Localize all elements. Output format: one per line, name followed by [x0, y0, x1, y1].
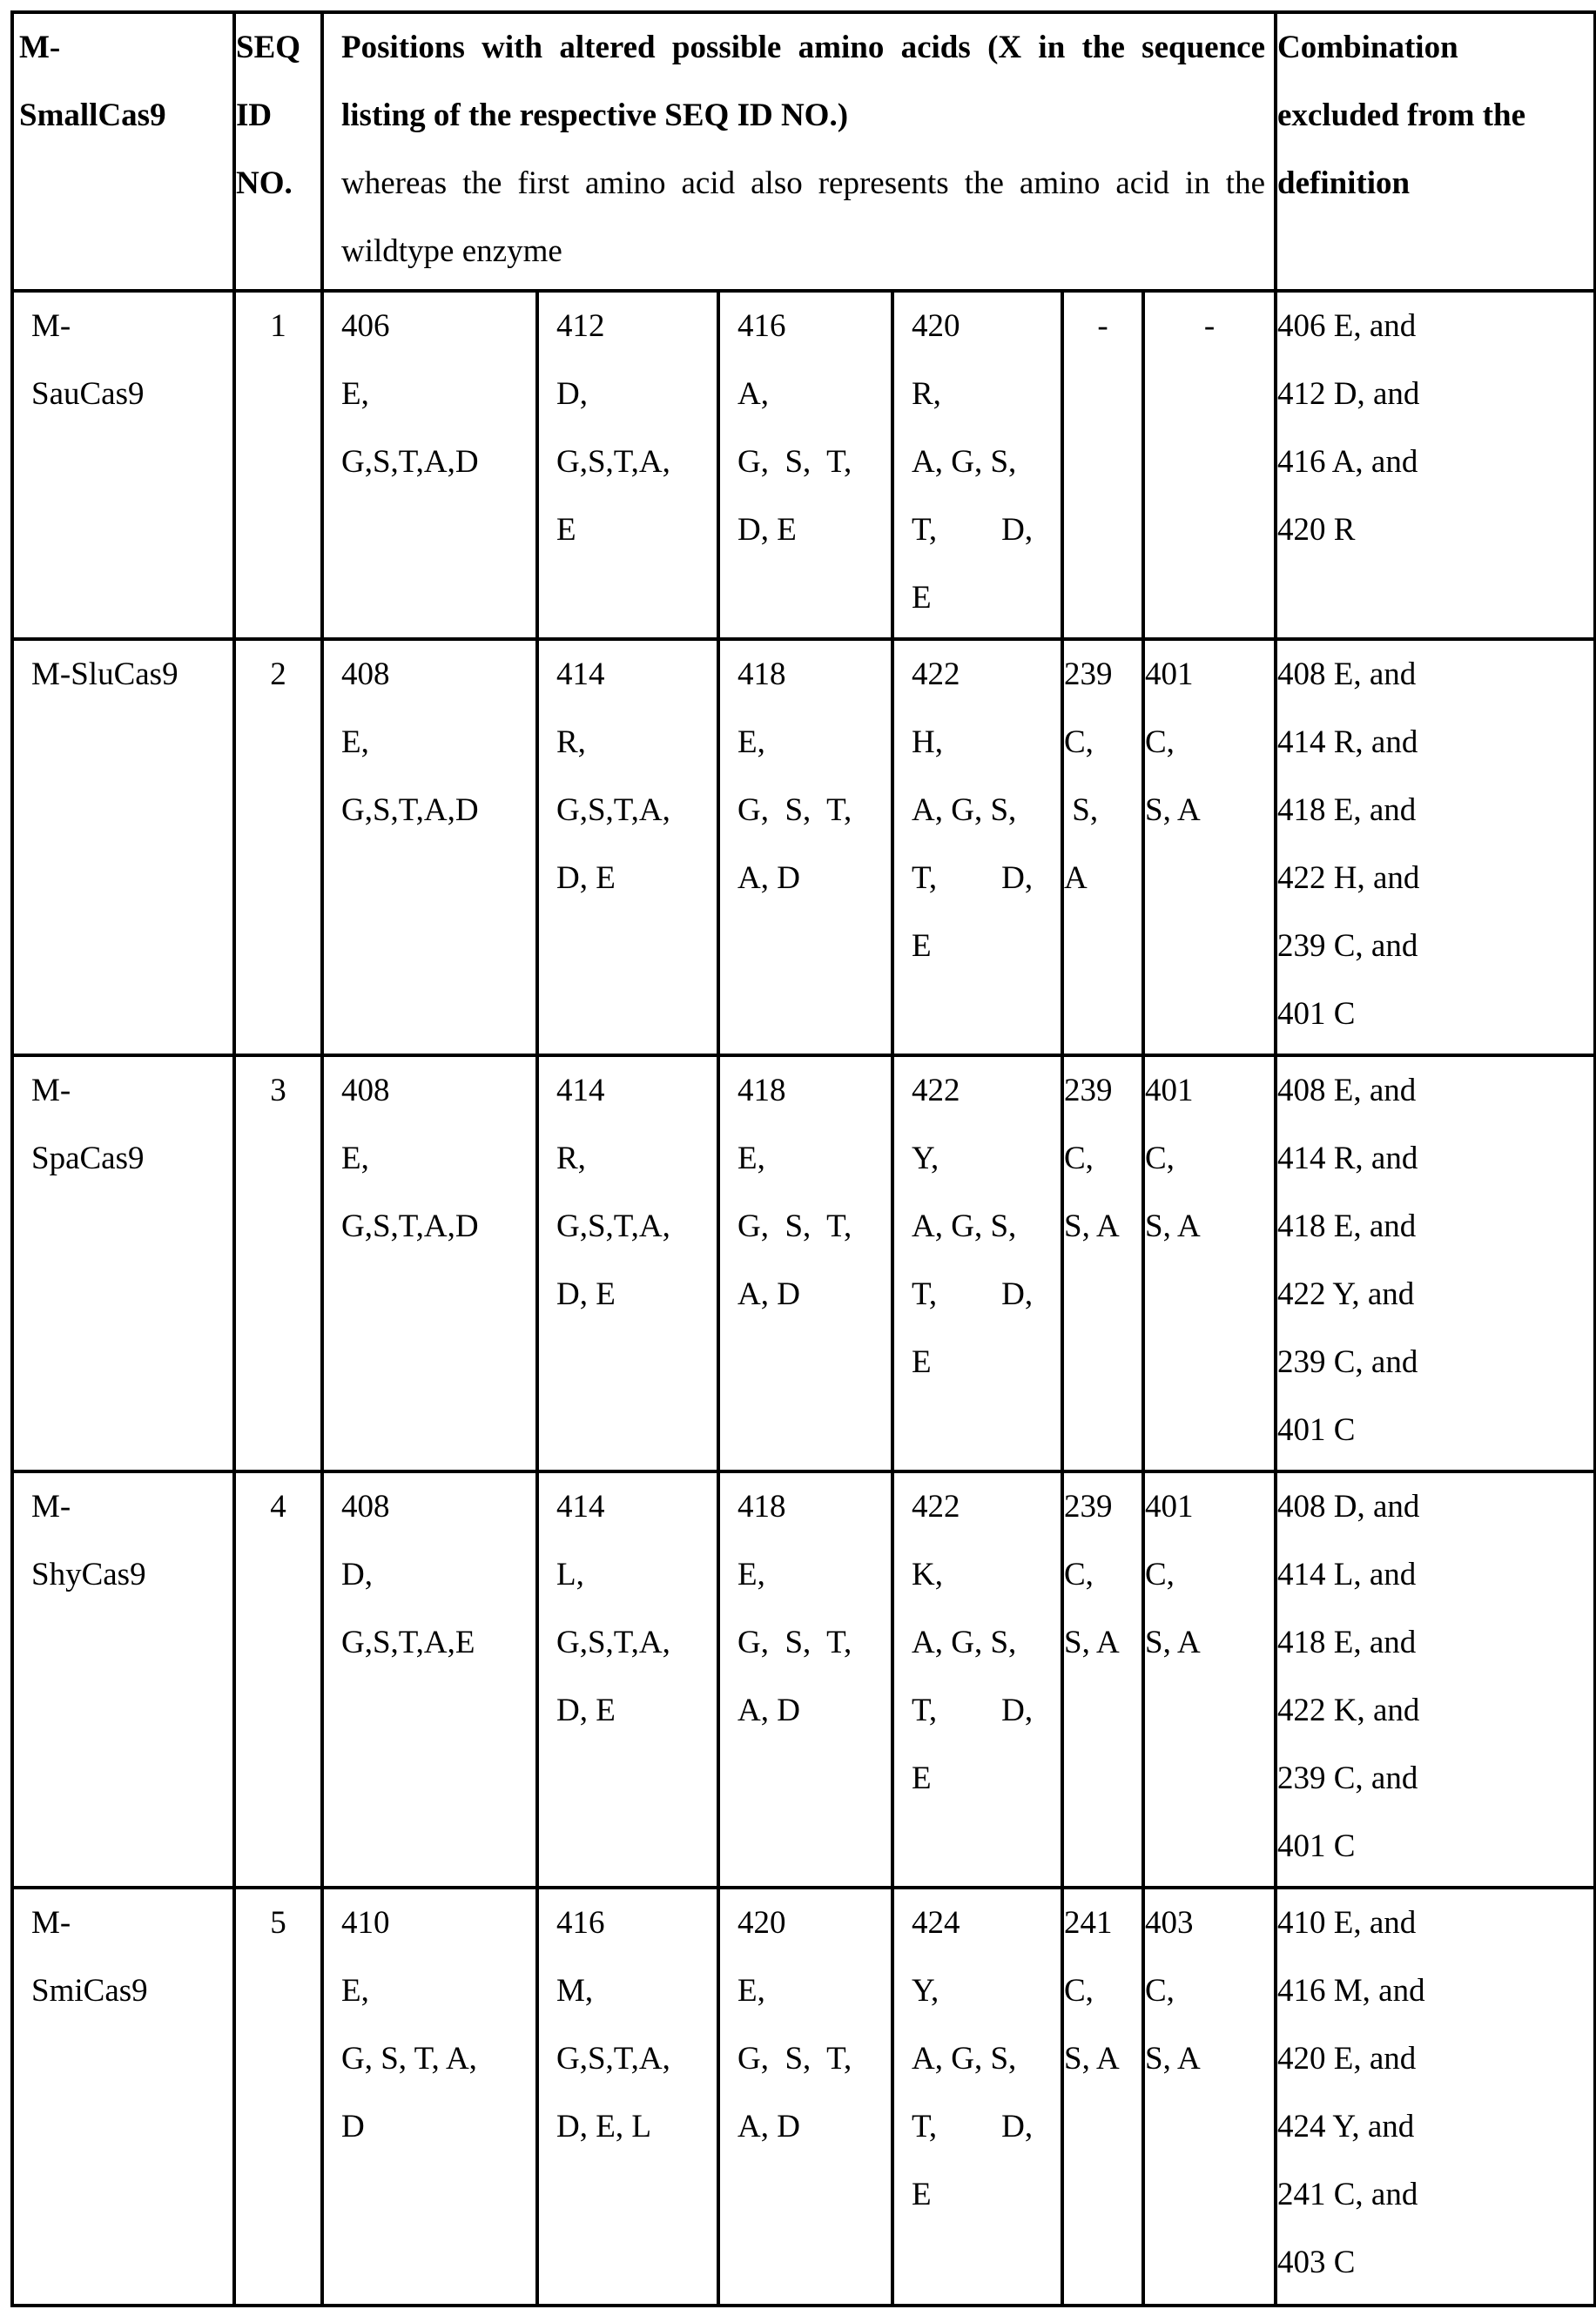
position-cell: 416 M, G,S,T,A, D, E, L — [537, 1888, 718, 2306]
position-cell: 241 C, S, A — [1062, 1888, 1143, 2306]
table-row — [12, 639, 1595, 1055]
header-enzyme: M- SmallCas9 — [12, 12, 234, 291]
position-cell-empty: - — [1143, 291, 1276, 639]
position-cell: 401 C, S, A — [1143, 1471, 1276, 1888]
seq-id-cell: 3 — [234, 1055, 322, 1471]
position-cell-empty: - — [1062, 291, 1143, 639]
enzyme-cell: M- SmiCas9 — [12, 1888, 234, 2306]
position-cell: 401 C, S, A — [1143, 639, 1276, 1055]
position-cell: 414 L, G,S,T,A, D, E — [537, 1471, 718, 1888]
excluded-combination-cell: 408 E, and 414 R, and 418 E, and 422 H, and 239 C, and 401 C — [1276, 639, 1595, 1055]
position-cell: 239 C, S, A — [1062, 639, 1143, 1055]
enzyme-cell: M- ShyCas9 — [12, 1471, 234, 1888]
position-cell: 403 C, S, A — [1143, 1888, 1276, 2306]
position-cell: 412 D, G,S,T,A, E — [537, 291, 718, 639]
position-cell: 406 E, G,S,T,A,D — [322, 291, 537, 639]
position-cell: 422 K, A, G, S, T, D, E — [892, 1471, 1062, 1888]
table-row — [12, 1471, 1595, 1888]
table-row — [12, 1888, 1595, 2306]
header-positions: Positions with altered possible amino acids (X in the sequence listing of the respective SEQ ID NO.) whereas the first amino acid also represents the amino acid in the wildtype enzyme — [322, 12, 1276, 291]
position-cell: 418 E, G, S, T, A, D — [718, 639, 892, 1055]
enzyme-cell: M-SluCas9 — [12, 639, 234, 1055]
header-seq-id: SEQ ID NO. — [234, 12, 322, 291]
table-row — [12, 1055, 1595, 1471]
table-row — [12, 291, 1595, 639]
excluded-combination-cell: 410 E, and 416 M, and 420 E, and 424 Y, and 241 C, and 403 C — [1276, 1888, 1595, 2306]
header-row — [12, 12, 1595, 291]
header-excluded-combination: Combination excluded from the definition — [1276, 12, 1595, 291]
position-cell: 401 C, S, A — [1143, 1055, 1276, 1471]
position-cell: 414 R, G,S,T,A, D, E — [537, 1055, 718, 1471]
position-cell: 420 R, A, G, S, T, D, E — [892, 291, 1062, 639]
seq-id-cell: 2 — [234, 639, 322, 1055]
position-cell: 408 D, G,S,T,A,E — [322, 1471, 537, 1888]
position-cell: 424 Y, A, G, S, T, D, E — [892, 1888, 1062, 2306]
position-cell: 422 H, A, G, S, T, D, E — [892, 639, 1062, 1055]
seq-id-cell: 1 — [234, 291, 322, 639]
position-cell: 410 E, G, S, T, A, D — [322, 1888, 537, 2306]
position-cell: 239 C, S, A — [1062, 1055, 1143, 1471]
position-cell: 420 E, G, S, T, A, D — [718, 1888, 892, 2306]
position-cell: 418 E, G, S, T, A, D — [718, 1055, 892, 1471]
excluded-combination-cell: 408 D, and 414 L, and 418 E, and 422 K, and 239 C, and 401 C — [1276, 1471, 1595, 1888]
enzyme-cell: M- SauCas9 — [12, 291, 234, 639]
enzyme-cell: M- SpaCas9 — [12, 1055, 234, 1471]
seq-id-cell: 4 — [234, 1471, 322, 1888]
amino-acid-positions-table — [10, 10, 1596, 2307]
position-cell: 418 E, G, S, T, A, D — [718, 1471, 892, 1888]
position-cell: 408 E, G,S,T,A,D — [322, 639, 537, 1055]
position-cell: 416 A, G, S, T, D, E — [718, 291, 892, 639]
position-cell: 414 R, G,S,T,A, D, E — [537, 639, 718, 1055]
position-cell: 408 E, G,S,T,A,D — [322, 1055, 537, 1471]
seq-id-cell: 5 — [234, 1888, 322, 2306]
excluded-combination-cell: 408 E, and 414 R, and 418 E, and 422 Y, and 239 C, and 401 C — [1276, 1055, 1595, 1471]
excluded-combination-cell: 406 E, and 412 D, and 416 A, and 420 R — [1276, 291, 1595, 639]
position-cell: 422 Y, A, G, S, T, D, E — [892, 1055, 1062, 1471]
position-cell: 239 C, S, A — [1062, 1471, 1143, 1888]
